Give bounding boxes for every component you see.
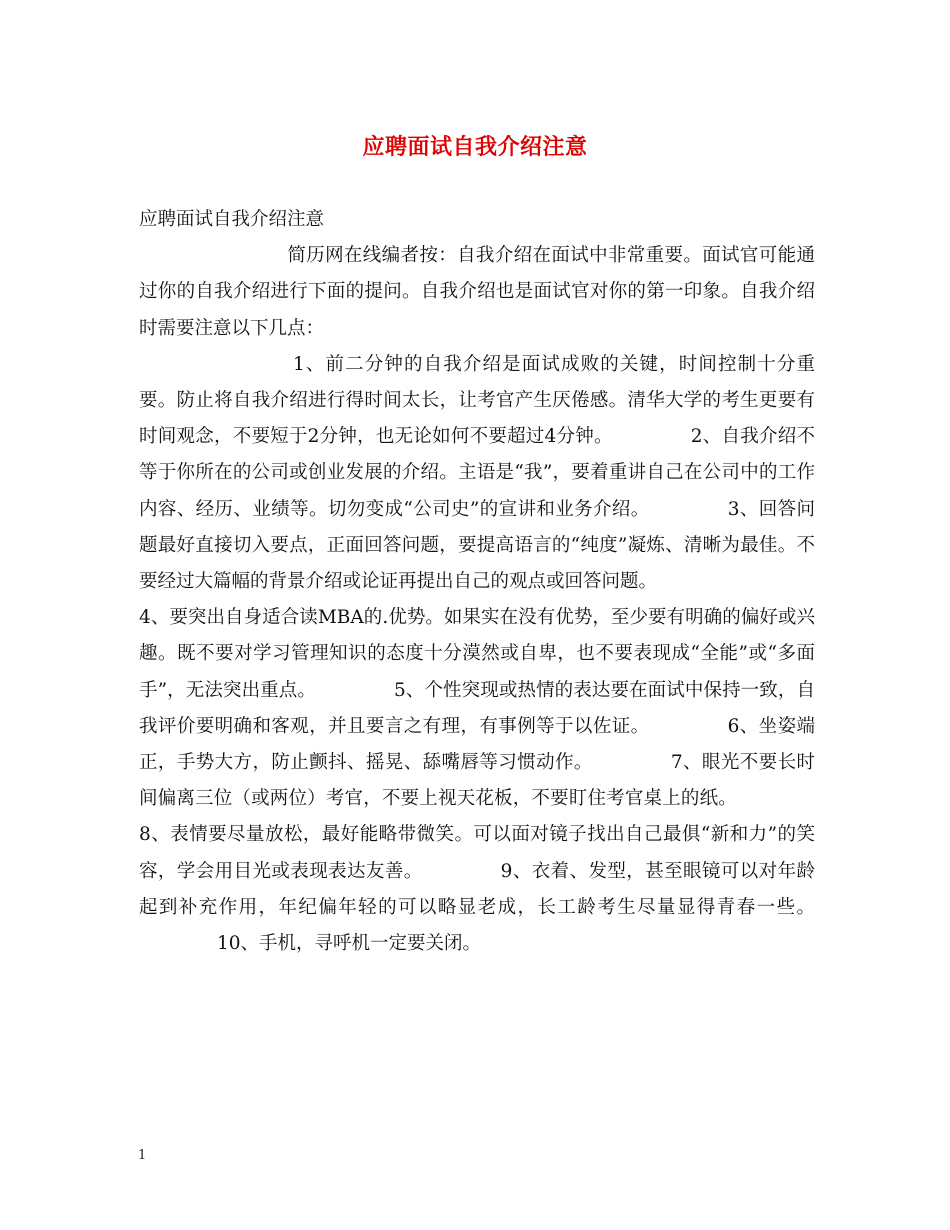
tip-6: 6、坐姿端正，手势大方，防止颤抖、摇晃、舔嘴唇等习惯动作。 [139, 715, 815, 774]
document-title: 应聘面试自我介绍注意 [362, 134, 588, 160]
intro-paragraph: 简历网在线编者按：自我介绍在面试中非常重要。面试官可能通过你的自我介绍进行下面的提问。自我介绍也是面试官对你的第一印象。自我介绍时需要注意以下几点： [139, 245, 815, 339]
tip-2: 2、自我介绍不等于你所在的公司或创业发展的介绍。主语是“我”，要着重讲自己在公司中的工作内容、经历、业绩等。切勿变成“公司史”的宣讲和业务介绍。 [139, 426, 815, 520]
tip-3: 3、回答问题最好直接切入要点，正面回答问题，要提高语言的“纯度”凝炼、清晰为最佳。不要经过大篇幅的背景介绍或论证再提出自己的观点或回答问题。 [139, 498, 815, 593]
page-number: 1 [138, 1148, 147, 1163]
tip-7: 7、眼光不要长时间偏离三位（或两位）考官，不要上视天花板，不要盯住考官桌上的纸。 [139, 752, 815, 810]
tip-10: 10、手机，寻呼机一定要关闭。 [217, 933, 482, 955]
body-paragraphs [139, 238, 815, 962]
tip-4: 4、要突出自身适合读MBA的.优势。如果实在没有优势，至少要有明确的偏好或兴趣。既不要对学习管理知识的态度十分漠然或自卑，也不要表现成“全能”或“多面手”，无法突出重点。 [139, 607, 815, 701]
document-body [139, 202, 815, 962]
tip-1: 1、前二分钟的自我介绍是面试成败的关键，时间控制十分重要。防止将自我介绍进行得时间太长，让考官产生厌倦感。清华大学的考生更要有时间观念，不要短于2分钟，也无论如何不要超过4分钟。 [139, 353, 815, 448]
subtitle: 应聘面试自我介绍注意 [139, 209, 325, 230]
tip-8: 8、表情要尽量放松，最好能略带微笑。可以面对镜子找出自己最俱“新和力”的笑容，学会用目光或表现表达友善。 [139, 824, 815, 882]
tip-5: 5、个性突现或热情的表达要在面试中保持一致，自我评价要明确和客观，并且要言之有理，有事例等于以佐证。 [139, 679, 815, 737]
tip-9: 9、衣着、发型，甚至眼镜可以对年龄起到补充作用，年纪偏年轻的可以略显老成，长工龄考生尽量显得青春一些。 [139, 860, 815, 918]
